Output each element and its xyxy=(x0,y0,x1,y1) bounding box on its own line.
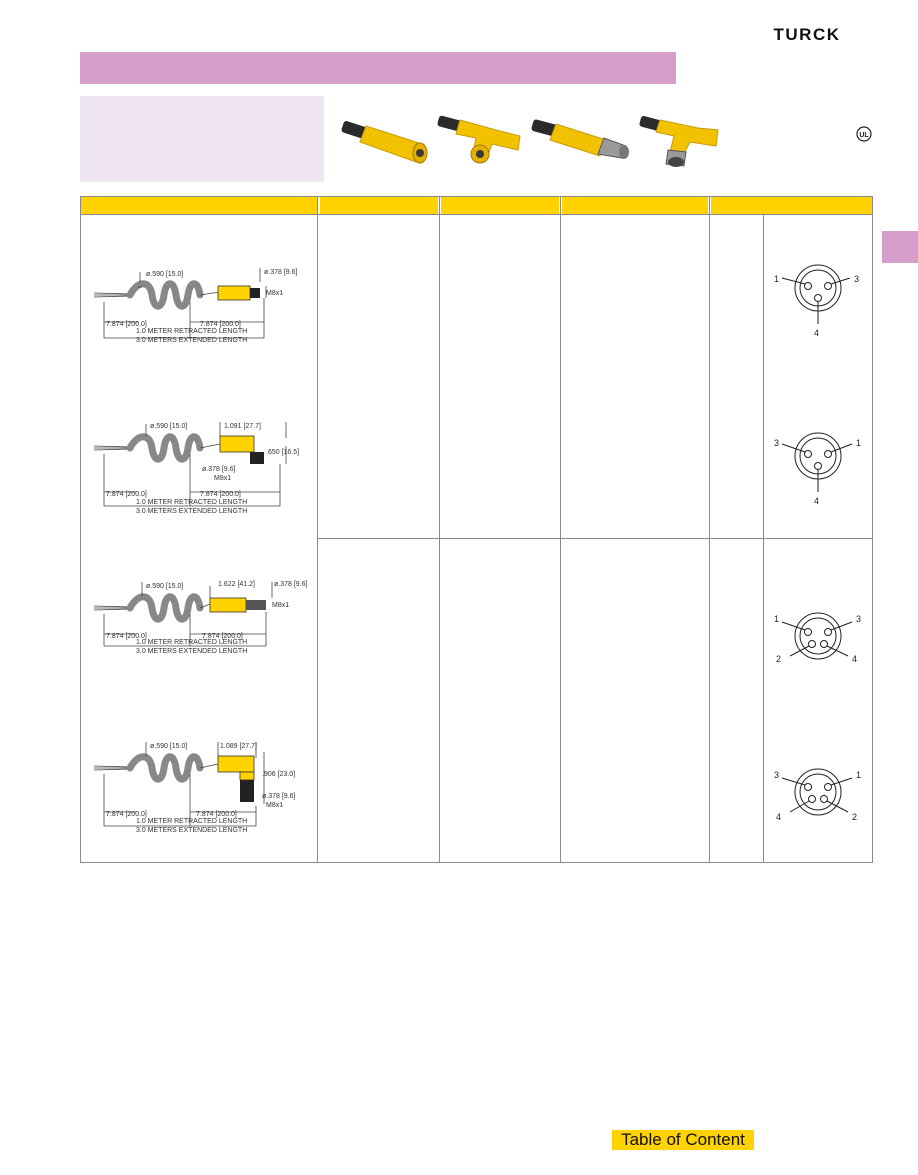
extended-length: 3.0 METERS EXTENDED LENGTH xyxy=(136,648,248,655)
dim-left-tail: 7.874 [200.0] xyxy=(106,633,147,640)
dim-head-height: .906 [23.0] xyxy=(262,771,296,778)
pin-label: 2 xyxy=(776,654,782,664)
dimension-drawing-angled-male xyxy=(90,736,312,836)
extended-length: 3.0 METERS EXTENDED LENGTH xyxy=(136,508,248,515)
table-header-cell xyxy=(320,197,438,214)
pin-label: 4 xyxy=(776,812,782,822)
pin-label: 4 xyxy=(814,328,820,338)
extended-length: 3.0 METERS EXTENDED LENGTH xyxy=(136,337,248,344)
pin-label: 3 xyxy=(856,614,862,624)
dim-left-tail: 7.874 [200.0] xyxy=(106,321,147,328)
table-header-cell xyxy=(562,197,708,214)
dimension-drawing-angled-female xyxy=(90,416,312,518)
pinout-4pin-male xyxy=(768,756,872,846)
logo-text: TURCK xyxy=(773,26,841,42)
dim-coil-diameter: ø.590 [15.0] xyxy=(146,271,184,278)
turck-logo xyxy=(740,26,874,42)
right-angle-male-cordset-photo xyxy=(638,108,720,168)
table-of-content-button[interactable]: Table of Content xyxy=(612,1130,754,1150)
dim-head-diameter: ø.378 [9.6] xyxy=(202,466,236,473)
column-divider xyxy=(560,197,561,862)
dim-thread: M8x1 xyxy=(266,802,284,809)
section-side-tab[interactable] xyxy=(882,231,918,263)
dim-head-length: 1.091 [27.7] xyxy=(224,423,261,430)
column-divider xyxy=(709,197,710,862)
section-title-bar xyxy=(80,52,676,84)
pin-label: 3 xyxy=(774,770,780,780)
pin-label: 3 xyxy=(854,274,860,284)
pin-label: 1 xyxy=(774,274,780,284)
dim-right-tail: 7.874 [200.0] xyxy=(200,491,241,498)
table-header-cell xyxy=(711,197,872,214)
retracted-length: 1.0 METER RETRACTED LENGTH xyxy=(136,499,248,506)
dim-head-height: .650 [16.5] xyxy=(266,449,300,456)
retracted-length: 1.0 METER RETRACTED LENGTH xyxy=(136,818,248,825)
pinout-3pin-male xyxy=(768,420,872,510)
row-divider xyxy=(318,538,872,539)
dim-thread: M8x1 xyxy=(272,602,290,609)
dim-left-tail: 7.874 [200.0] xyxy=(106,811,147,818)
column-divider xyxy=(439,197,440,862)
dim-right-tail: 7.874 [200.0] xyxy=(200,321,241,328)
pin-label: 2 xyxy=(852,812,858,822)
right-angle-female-cordset-photo xyxy=(436,108,526,168)
ul-listed-icon xyxy=(856,126,872,142)
dimension-drawing-straight-male xyxy=(90,576,312,658)
retracted-length: 1.0 METER RETRACTED LENGTH xyxy=(136,328,248,335)
pin-label: 4 xyxy=(852,654,858,664)
dim-coil-diameter: ø.590 [15.0] xyxy=(146,583,184,590)
extended-length: 3.0 METERS EXTENDED LENGTH xyxy=(136,827,248,834)
dim-head-diameter: ø.378 [9.6] xyxy=(264,269,298,276)
pin-label: 1 xyxy=(856,770,862,780)
dim-head-diameter: ø.378 [9.6] xyxy=(262,793,296,800)
column-divider xyxy=(317,197,318,862)
dim-left-tail: 7.874 [200.0] xyxy=(106,491,147,498)
pin-label: 4 xyxy=(814,496,820,506)
dim-thread: M8x1 xyxy=(266,290,284,297)
pinout-4pin-female xyxy=(768,598,872,688)
straight-male-cordset-photo xyxy=(530,108,636,168)
header-divider xyxy=(81,214,872,215)
dim-head-length: 1.089 [27.7] xyxy=(220,743,257,750)
dim-coil-diameter: ø.590 [15.0] xyxy=(150,743,188,750)
pin-label: 1 xyxy=(774,614,780,624)
straight-female-cordset-photo xyxy=(340,108,440,168)
dim-right-tail: 7.874 [200.0] xyxy=(196,811,237,818)
dim-coil-diameter: ø.590 [15.0] xyxy=(150,423,188,430)
intro-panel xyxy=(80,96,324,182)
dim-head-diameter: ø.378 [9.6] xyxy=(274,581,308,588)
pinout-3pin-female xyxy=(768,262,872,352)
dim-right-tail: 7.874 [200.0] xyxy=(202,633,243,640)
table-header-cell xyxy=(441,197,559,214)
dimension-drawing-straight-female xyxy=(90,262,312,352)
dim-thread: M8x1 xyxy=(214,475,232,482)
dim-head-length: 1.622 [41.2] xyxy=(218,581,255,588)
table-header-cell xyxy=(81,197,317,214)
retracted-length: 1.0 METER RETRACTED LENGTH xyxy=(136,639,248,646)
svg-text:UL: UL xyxy=(859,132,869,139)
pin-label: 1 xyxy=(856,438,862,448)
pin-label: 3 xyxy=(774,438,780,448)
